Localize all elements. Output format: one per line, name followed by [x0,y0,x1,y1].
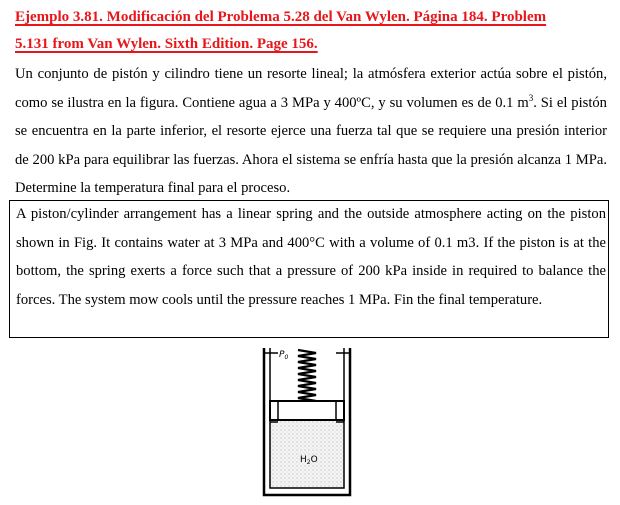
english-problem-statement: A piston/cylinder arrangement has a linear spring and the outside atmosphere acting on the piston shown in Fig. It contains water at 3 MPa and 400°C with a volume of 0.1 m3. If the piston is at the bottom, the spring exerts a force such that a pressure of 200 kPa inside in required to balance the forces. The system mow cools until the pressure reaches 1 MPa. Fin the final temperature. [16,206,606,308]
piston-cylinder-figure [252,345,362,503]
title-line-1: Ejemplo 3.81. Modificación del Problema 5.28 del Van Wylen. Página 184. Problem [15,9,547,25]
volume-superscript: 3 [528,92,534,103]
water-region [270,420,344,488]
spanish-text-part2: . Si el pistón se encuentra en la parte inferior, el resorte ejerce una fuerza tal que se requiere una presión interior de 200 kPa para equilibrar las fuerzas. Ahora el sistema se enfría hasta que la presión alcanza 1 MPa. Determine la temperatura final para el proceso. [15,94,607,196]
problem-title [15,4,607,58]
title-line-2: 5.131 from Van Wylen. Sixth Edition. Page 156. [15,36,318,52]
ambient-pressure-label: $P_0$ [279,350,289,361]
water-label: $H_2O$ [300,455,318,466]
spanish-text-part1: Un conjunto de pistón y cilindro tiene un resorte lineal; la atmósfera exterior actúa sobre el pistón, como se ilustra en la figura. Contiene agua a 3 MPa y 400ºC, y su volumen es de 0.1 m [15,66,607,111]
spanish-problem-statement [15,60,607,203]
piston [270,401,344,420]
linear-spring [298,350,316,401]
